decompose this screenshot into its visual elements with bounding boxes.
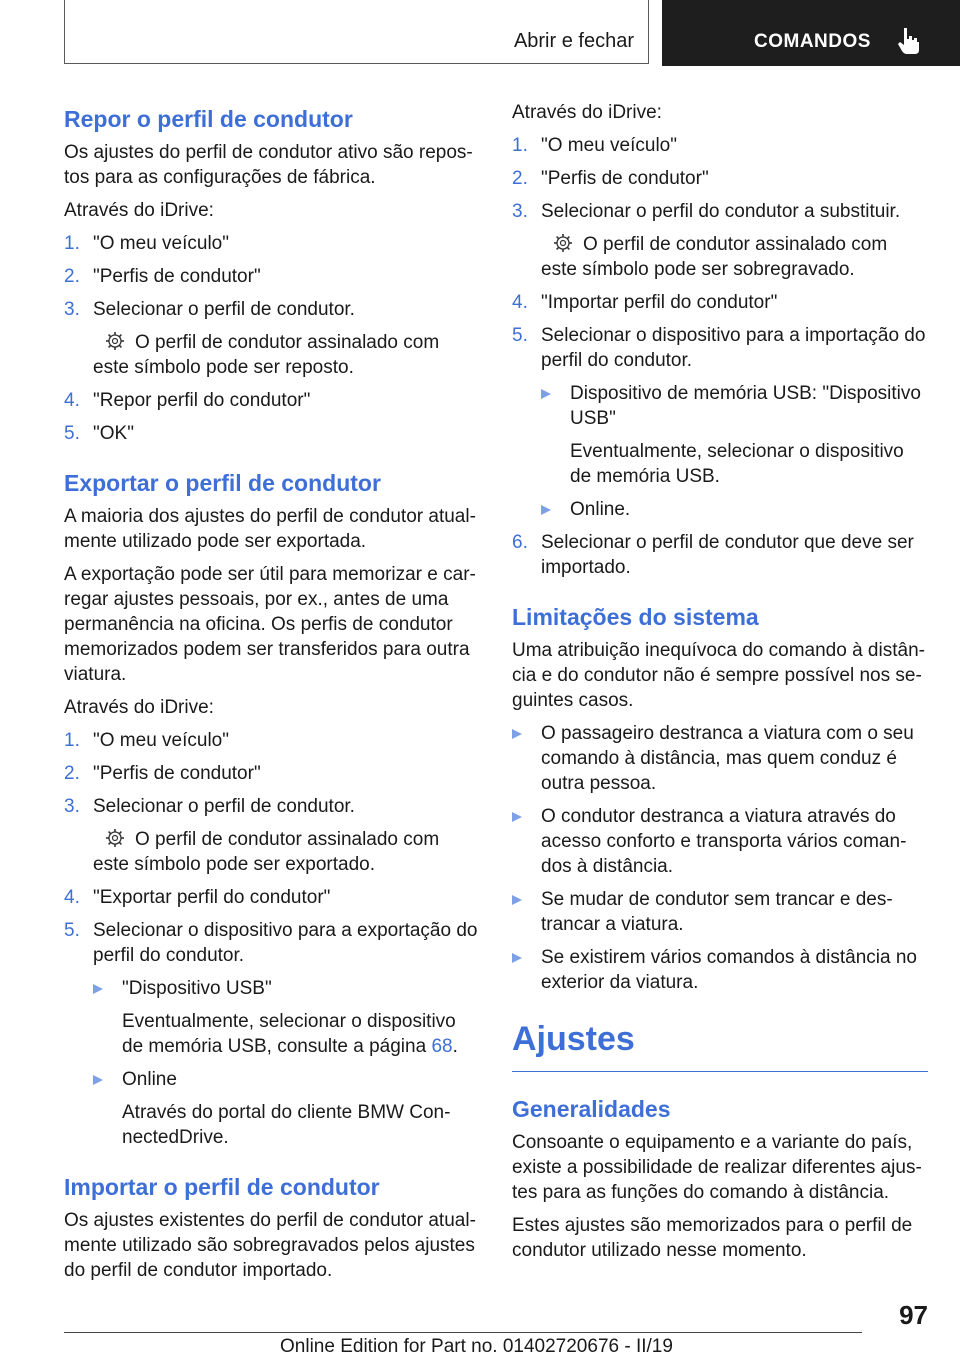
list-item: 2. "Perfis de condutor" [512, 168, 709, 189]
paragraph: Os ajustes existentes do perfil de condutor atual-mente utilizado são sobregravados pelos ajustes do perfil de condutor importado. [64, 1210, 476, 1281]
gear-icon [103, 331, 127, 351]
paragraph: A maioria dos ajustes do perfil de condutor atual-mente utilizado pode ser exportada. [64, 506, 476, 552]
note: O perfil de condutor assinalado com este símbolo pode ser reposto. [93, 332, 440, 378]
list-item: 3. Selecionar o perfil de condutor. [64, 796, 355, 817]
section-heading-general: Generalidades [512, 1096, 671, 1122]
page-header [0, 0, 960, 66]
list-item: 4. "Exportar perfil do condutor" [64, 887, 331, 908]
bullet-item: O passageiro destranca a viatura com o seu comando à distância, mas quem conduz é outra pessoa. [512, 721, 928, 796]
footer-edition: Online Edition for Part no. 01402720676 - II/19 [280, 1336, 673, 1357]
bullet-item: Online. [541, 497, 928, 522]
paragraph: A exportação pode ser útil para memorizar e car-regar ajustes pessoais, por ex., antes de uma permanência na oficina. Os perfis de condutor memorizados podem ser transferidos para outra viatura. [64, 564, 476, 685]
section-heading-limits: Limitações do sistema [512, 604, 759, 630]
triangle-bullet-icon [512, 895, 522, 905]
chapter-tab [64, 0, 649, 64]
page-number: 97 [899, 1300, 928, 1330]
gear-icon [551, 233, 575, 253]
section-heading-reset: Repor o perfil de condutor [64, 106, 353, 132]
bullet-item: Se existirem vários comandos à distância no exterior da viatura. [512, 945, 928, 995]
list-item: 3. Selecionar o perfil de condutor. [64, 299, 355, 320]
left-column [64, 100, 480, 1291]
triangle-bullet-icon [541, 505, 551, 515]
triangle-bullet-icon [512, 729, 522, 739]
list-item: 5. Selecionar o dispositivo para a importação do perfil do condutor. [512, 325, 926, 371]
list-item: 2. "Perfis de condutor" [64, 763, 261, 784]
triangle-bullet-icon [512, 953, 522, 963]
bullet-detail: Através do portal do cliente BMW Con-nectedDrive. [122, 1102, 451, 1148]
paragraph: Através do iDrive: [512, 102, 662, 123]
page-link[interactable]: 68 [431, 1036, 453, 1057]
section-heading-export: Exportar o perfil de condutor [64, 470, 381, 496]
chapter-heading-ajustes: Ajustes [512, 1017, 928, 1072]
footer-divider [64, 1332, 862, 1333]
triangle-bullet-icon [93, 1075, 103, 1085]
triangle-bullet-icon [93, 984, 103, 994]
hand-pointer-icon [896, 26, 922, 56]
paragraph: Através do iDrive: [64, 200, 214, 221]
section-title: COMANDOS [754, 31, 871, 52]
bullet-item: Se mudar de condutor sem trancar e des-trancar a viatura. [512, 887, 928, 937]
list-item: 4. "Importar perfil do condutor" [512, 292, 778, 313]
list-item: 3. Selecionar o perfil do condutor a substituir. [512, 201, 901, 222]
bullet-item: O condutor destranca a viatura através do acesso conforto e transporta vários coman-dos à distância. [512, 804, 928, 879]
right-column [512, 100, 928, 1271]
list-item: 5. "OK" [64, 423, 134, 444]
triangle-bullet-icon [512, 812, 522, 822]
paragraph: Através do iDrive: [64, 697, 214, 718]
note: O perfil de condutor assinalado com este símbolo pode ser exportado. [93, 829, 440, 875]
paragraph: Uma atribuição inequívoca do comando à distân-cia e do condutor não é sempre possível nos se-guintes casos. [512, 640, 925, 711]
bullet-item: Online [93, 1067, 480, 1092]
bullet-item: "Dispositivo USB" [93, 976, 480, 1001]
chapter-title: Abrir e fechar [513, 30, 634, 52]
list-item: 6. Selecionar o perfil de condutor que deve ser importado. [512, 532, 914, 578]
list-item: 5. Selecionar o dispositivo para a exportação do perfil do condutor. [64, 920, 478, 966]
list-item: 2. "Perfis de condutor" [64, 266, 261, 287]
bullet-detail: Eventualmente, selecionar o dispositivo de memória USB, consulte a página 68. [122, 1011, 458, 1057]
paragraph: Estes ajustes são memorizados para o perfil de condutor utilizado nesse momento. [512, 1215, 913, 1261]
list-item: 4. "Repor perfil do condutor" [64, 390, 311, 411]
paragraph: Consoante o equipamento e a variante do país, existe a possibilidade de realizar diferentes ajus-tes para as funções do comando à distância. [512, 1132, 922, 1203]
list-item: 1. "O meu veículo" [512, 135, 677, 156]
list-item: 1. "O meu veículo" [64, 730, 229, 751]
list-item: 1. "O meu veículo" [64, 233, 229, 254]
bullet-item: Dispositivo de memória USB: "Dispositivo USB" [541, 381, 928, 431]
paragraph: Os ajustes do perfil de condutor ativo são repos-tos para as configurações de fábrica. [64, 142, 473, 188]
gear-icon [103, 828, 127, 848]
triangle-bullet-icon [541, 389, 551, 399]
note: O perfil de condutor assinalado com este símbolo pode ser sobregravado. [541, 234, 888, 280]
bullet-detail: Eventualmente, selecionar o dispositivo de memória USB. [570, 441, 904, 487]
section-tab [662, 0, 960, 66]
section-heading-import: Importar o perfil de condutor [64, 1174, 380, 1200]
